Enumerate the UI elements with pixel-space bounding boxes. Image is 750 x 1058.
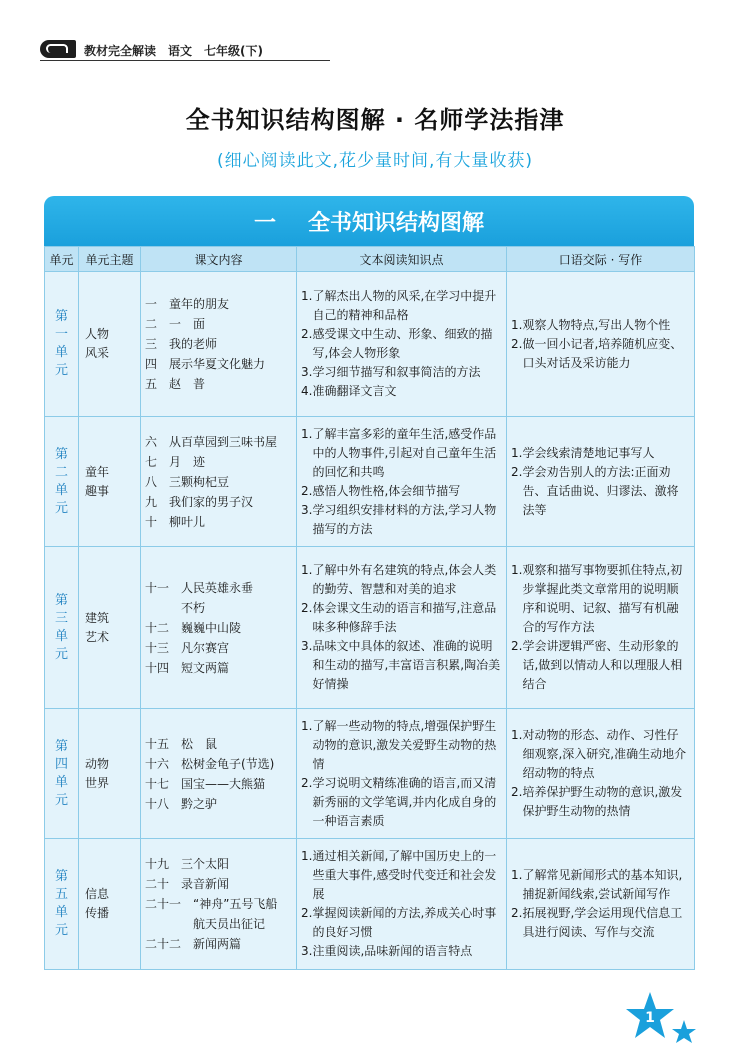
page-title: 全书知识结构图解 · 名师学法指津 — [185, 106, 565, 134]
lesson-item: 五 赵 普 — [145, 377, 206, 391]
item-text: 品味文中具体的叙述、准确的说明和生动的描写,丰富语言积累,陶冶美好情操 — [312, 639, 501, 691]
item-number: 2. — [301, 327, 313, 341]
table-row — [45, 547, 695, 709]
small-star-icon — [672, 1020, 696, 1043]
lesson-item: 二 一 面 — [145, 317, 206, 331]
item-number: 4. — [301, 384, 313, 398]
lessons-cell — [141, 839, 297, 970]
reading-points-cell — [297, 272, 507, 417]
list-item — [511, 904, 690, 942]
list-item — [511, 866, 690, 904]
lesson-item: 十二 巍巍中山陵 — [145, 620, 242, 635]
theme-cell: 人物 风采 — [79, 272, 141, 417]
item-text: 注重阅读,品味新闻的语言特点 — [312, 944, 473, 958]
theme-cell: 童年 趣事 — [79, 417, 141, 547]
lesson-item: 十六 松树金龟子(节选) — [145, 756, 275, 771]
lesson-item: 七 月 迹 — [145, 454, 206, 469]
speaking-writing-cell — [507, 839, 695, 970]
book-title: 教材完全解读 语文 七年级(下) — [84, 44, 263, 58]
lesson-item: 二十一 “神舟”五号飞船 航天员出征记 — [145, 897, 278, 931]
item-number: 2. — [511, 336, 523, 351]
section-banner — [44, 196, 694, 246]
item-text: 学习说明文精练准确的语言,而又清新秀丽的文学笔调,并内化成自身的一种语言素质 — [312, 775, 497, 828]
item-text: 学习组织安排材料的方法,学习人物描写的方法 — [312, 502, 497, 536]
item-text: 了解中外有名建筑的特点,体会人类的勤劳、智慧和对美的追求 — [312, 563, 497, 596]
item-text: 通过相关新闻,了解中国历史上的一些重大事件,感受时代变迁和社会发展 — [312, 849, 497, 901]
reading-points-cell — [297, 417, 507, 547]
item-text: 体会课文生动的语言和描写,注意品味多种修辞手法 — [312, 601, 497, 634]
lesson-item: 十 柳叶儿 — [145, 514, 206, 529]
knowledge-structure-table — [44, 246, 695, 970]
unit-cell: 第 四 单 元 — [45, 709, 79, 839]
speaking-writing-cell — [507, 709, 695, 839]
table-header-row — [45, 247, 695, 272]
item-number: 2. — [301, 483, 313, 498]
list-item — [301, 363, 502, 382]
column-header: 单元 — [45, 247, 79, 272]
speaking-writing-cell — [507, 272, 695, 417]
lesson-item: 二十二 新闻两篇 — [145, 937, 242, 951]
lesson-item: 十一 人民英雄永垂 不朽 — [145, 580, 254, 615]
list-item — [301, 482, 502, 501]
list-item — [301, 425, 502, 482]
item-number: 1. — [511, 868, 523, 882]
list-item — [511, 783, 690, 821]
item-number: 2. — [511, 906, 523, 920]
list-item — [301, 904, 502, 942]
list-item — [301, 942, 502, 961]
list-item — [301, 637, 502, 694]
reading-points-cell — [297, 839, 507, 970]
item-text: 观察人物特点,写出人物个性 — [522, 317, 671, 332]
lessons-cell — [141, 709, 297, 839]
running-header — [40, 40, 330, 60]
list-item — [301, 774, 502, 831]
column-header: 单元主题 — [79, 247, 141, 272]
item-number: 1. — [511, 317, 523, 332]
list-item — [511, 726, 690, 783]
unit-cell: 第 二 单 元 — [45, 417, 79, 547]
item-number: 3. — [301, 502, 313, 517]
item-text: 准确翻译文言文 — [312, 384, 397, 398]
lesson-item: 三 我的老师 — [145, 337, 218, 351]
item-text: 了解一些动物的特点,增强保护野生动物的意识,激发关爱野生动物的热情 — [312, 718, 497, 771]
unit-cell: 第 五 单 元 — [45, 839, 79, 970]
list-item — [301, 599, 502, 637]
item-text: 做一回小记者,培养随机应变、口头对话及采访能力 — [522, 336, 683, 370]
item-text: 观察和描写事物要抓住特点,初步掌握此类文章常用的说明顺序和说明、记叙、描写有机融合的写作方法 — [522, 563, 683, 634]
item-number: 2. — [301, 906, 313, 920]
lesson-item: 一 童年的朋友 — [145, 297, 230, 311]
column-header: 口语交际 · 写作 — [507, 247, 695, 272]
page-subtitle: (细心阅读此文,花少量时间,有大量收获) — [216, 151, 534, 171]
item-text: 学会线索清楚地记事写人 — [522, 445, 655, 460]
lesson-item: 二十 录音新闻 — [145, 877, 230, 891]
unit-cell: 第 一 单 元 — [45, 272, 79, 417]
item-number: 3. — [301, 365, 313, 379]
logo-mark-icon — [46, 44, 68, 53]
theme-cell: 动物 世界 — [79, 709, 141, 839]
list-item — [301, 382, 502, 401]
item-number: 2. — [301, 775, 313, 790]
list-item — [511, 463, 690, 520]
lesson-item: 十七 国宝——大熊猫 — [145, 776, 266, 791]
lesson-item: 十三 凡尔赛宫 — [145, 640, 230, 655]
section-number: 一 — [253, 210, 276, 236]
item-number: 1. — [511, 728, 523, 742]
reading-points-cell — [297, 709, 507, 839]
list-item — [511, 444, 690, 463]
item-number: 2. — [511, 464, 523, 479]
item-text: 感受课文中生动、形象、细致的描写,体会人物形象 — [312, 327, 493, 360]
lesson-item: 十四 短文两篇 — [145, 660, 230, 675]
lesson-item: 四 展示华夏文化魅力 — [145, 357, 266, 371]
item-number: 1. — [511, 563, 523, 577]
item-text: 对动物的形态、动作、习性仔细观察,深入研究,准确生动地介绍动物的特点 — [522, 728, 687, 780]
list-item — [301, 561, 502, 599]
item-text: 学习细节描写和叙事简洁的方法 — [312, 365, 481, 379]
item-number: 1. — [301, 849, 313, 863]
item-text: 了解丰富多彩的童年生活,感受作品中的人物事件,引起对自己童年生活的回忆和共鸣 — [312, 426, 497, 479]
speaking-writing-cell — [507, 417, 695, 547]
header-divider — [40, 60, 330, 61]
column-header: 课文内容 — [141, 247, 297, 272]
item-number: 1. — [301, 289, 313, 303]
item-text: 培养保护野生动物的意识,激发保护野生动物的热情 — [522, 785, 683, 818]
item-number: 1. — [301, 563, 313, 577]
item-text: 拓展视野,学会运用现代信息工具进行阅读、写作与交流 — [522, 906, 683, 939]
item-number: 2. — [301, 601, 313, 615]
item-text: 学会讲逻辑严密、生动形象的话,做到以情动人和以理服人相结合 — [522, 639, 683, 691]
table-row — [45, 709, 695, 839]
item-number: 3. — [301, 944, 313, 958]
page-number-badge — [626, 990, 696, 1050]
table-row — [45, 417, 695, 547]
unit-cell: 第 三 单 元 — [45, 547, 79, 709]
lesson-item: 八 三颗枸杞豆 — [145, 474, 230, 489]
item-text: 掌握阅读新闻的方法,养成关心时事的良好习惯 — [312, 906, 497, 939]
item-text: 学会劝告别人的方法:正面劝告、直话曲说、归谬法、激将法等 — [522, 464, 679, 517]
column-header: 文本阅读知识点 — [297, 247, 507, 272]
list-item — [301, 501, 502, 539]
lesson-item: 十八 黔之驴 — [145, 796, 218, 811]
page-number: 1 — [645, 1010, 655, 1026]
list-item — [511, 561, 690, 637]
list-item — [511, 335, 690, 373]
item-number: 3. — [301, 639, 313, 653]
lesson-item: 六 从百草园到三味书屋 — [145, 434, 278, 449]
theme-cell: 信息 传播 — [79, 839, 141, 970]
item-text: 感悟人物性格,体会细节描写 — [312, 483, 461, 498]
item-number: 1. — [301, 718, 313, 733]
lessons-cell — [141, 547, 297, 709]
lesson-item: 九 我们家的男子汉 — [145, 494, 254, 509]
lessons-cell — [141, 272, 297, 417]
list-item — [511, 316, 690, 335]
publisher-logo — [40, 40, 76, 58]
theme-cell: 建筑 艺术 — [79, 547, 141, 709]
list-item — [511, 637, 690, 694]
item-number: 2. — [511, 785, 523, 799]
list-item — [301, 847, 502, 904]
table-row — [45, 839, 695, 970]
lesson-item: 十九 三个太阳 — [145, 857, 230, 871]
item-number: 2. — [511, 639, 523, 653]
section-title: 全书知识结构图解 — [308, 210, 485, 236]
speaking-writing-cell — [507, 547, 695, 709]
reading-points-cell — [297, 547, 507, 709]
list-item — [301, 287, 502, 325]
table-row — [45, 272, 695, 417]
list-item — [301, 717, 502, 774]
lesson-item: 十五 松 鼠 — [145, 736, 218, 751]
item-number: 1. — [301, 426, 313, 441]
lessons-cell — [141, 417, 297, 547]
item-text: 了解常见新闻形式的基本知识,捕捉新闻线索,尝试新闻写作 — [522, 868, 683, 901]
item-text: 了解杰出人物的风采,在学习中提升自己的精神和品格 — [312, 289, 497, 322]
item-number: 1. — [511, 445, 523, 460]
list-item — [301, 325, 502, 363]
